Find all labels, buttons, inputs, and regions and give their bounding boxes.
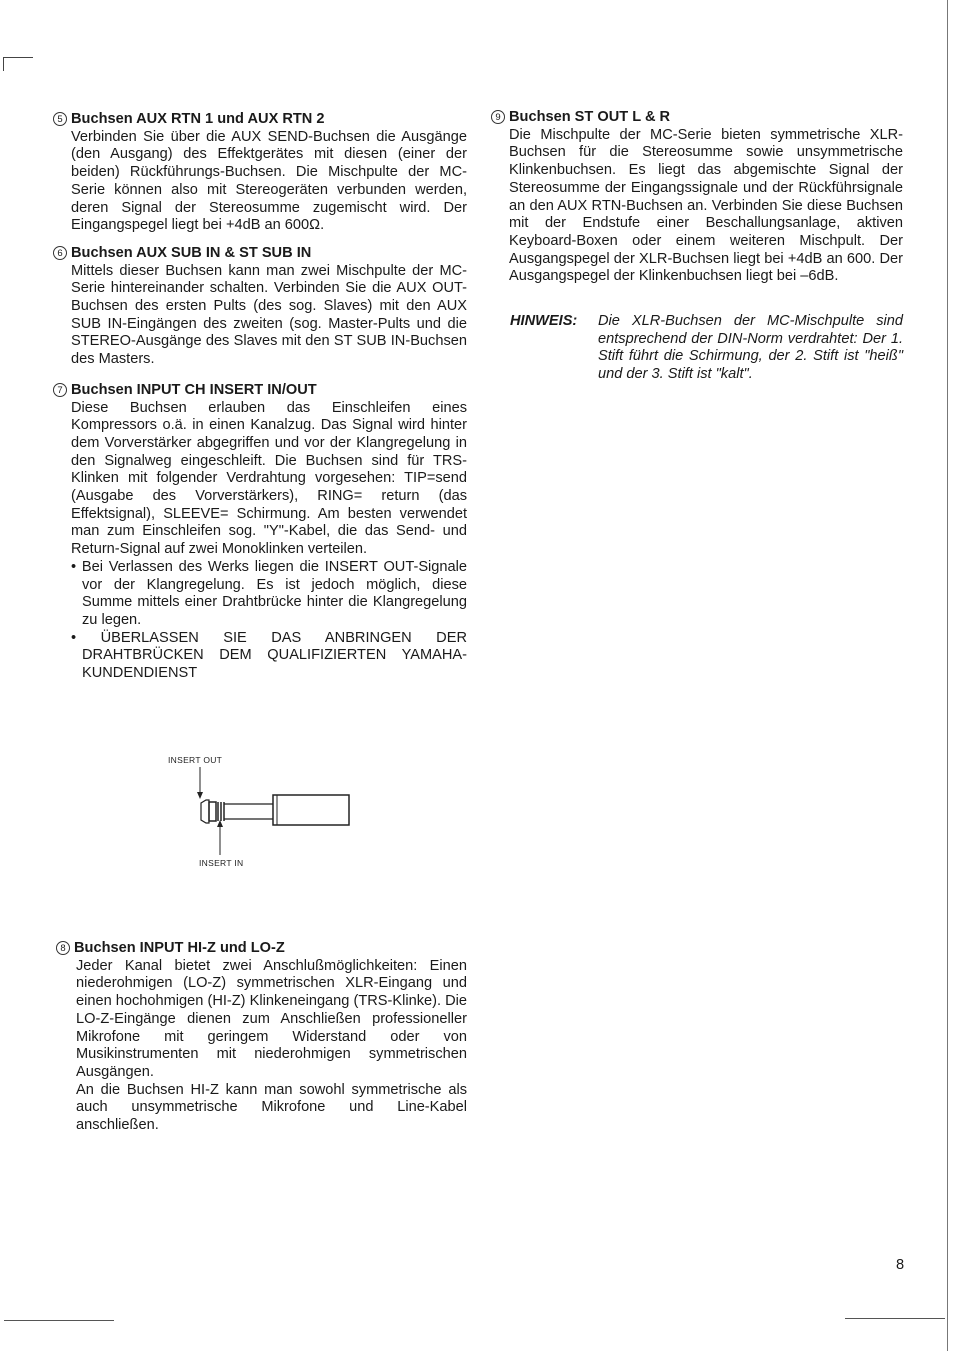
scan-edge-bottom-right: [845, 1318, 945, 1319]
left-column: [53, 111, 467, 683]
section-body: [509, 127, 903, 286]
section-heading: [53, 382, 467, 400]
circled-number: 5: [53, 112, 67, 126]
section-body: [76, 958, 467, 1135]
section-title: Buchsen AUX SUB IN & ST SUB IN: [71, 244, 312, 261]
section-title: Buchsen INPUT CH INSERT IN/OUT: [71, 381, 317, 398]
section-title: Buchsen AUX RTN 1 und AUX RTN 2: [71, 111, 325, 127]
paragraph: Diese Buchsen erlauben das Einschleifen eines Kompressors o.ä. in einen Kanalzug. Das Signal wird hinter dem Vorverstärker abgegriffen und vor der Klangregelung in den Signalweg eingeschleift. Die Buchsen sind für TRS-Klinken mit folgender Verdrahtung vorgesehen: TIP=send (Ausgabe des Vorverstärkers), RING= return (das Effektsignal), SLEEVE= Schirmung. Am besten verwendet man zum Einschleifen sog. "Y"-Kabel, die das Send- und Return-Signal auf zwei Monoklinken verteilen.: [71, 399, 467, 558]
right-column: [491, 109, 903, 286]
section-title: Buchsen INPUT HI-Z und LO-Z: [74, 940, 285, 956]
section-heading: [53, 111, 467, 129]
bullet-item: • ÜBERLASSEN SIE DAS ANBRINGEN DER DRAHTBRÜCKEN DEM QUALIFIZIERTEN YAMAHA-KUNDENDIENST: [71, 629, 467, 682]
spacer: [53, 235, 467, 245]
circled-number: 9: [491, 110, 505, 124]
paragraph: Verbinden Sie über die AUX SEND-Buchsen die Ausgänge (den Ausgang) des Effektgerätes mit diesen (einer der beiden) Rückführungs-Buchsen. Die Mischpulte der MC-Serie können also mit Stereogeräten verbunden werden, deren Signal der Stereosumme zugemischt wird. Der Eingangspegel liegt bei +4dB an 600Ω.: [71, 128, 467, 234]
section-title: Buchsen ST OUT L & R: [509, 109, 671, 125]
note-text: Die XLR-Buchsen der MC-Mischpulte sind entsprechend der DIN-Norm verdrahtet: Der 1. Stift führt die Schirmung, der 2. Stift ist "heiß" und der 3. Stift ist "kalt".: [598, 313, 903, 383]
section-body: [71, 129, 467, 235]
hinweis-note: [510, 313, 903, 384]
trs-plug-drawing: [165, 745, 365, 875]
section-heading: [53, 245, 467, 263]
paragraph: Mittels dieser Buchsen kann man zwei Mischpulte der MC-Serie hintereinander schalten. Verbinden Sie die AUX OUT-Buchsen des ersten Pults (des sog. Slaves) mit den AUX SUB IN-Eingängen des zweiten (sog. Master-Pults und die STEREO-Ausgänge des Slaves mit den ST SUB IN-Buchsen des Masters.: [71, 262, 467, 368]
insert-out-label: INSERT OUT: [168, 755, 223, 765]
section-7: [53, 382, 467, 683]
section-heading: [491, 109, 903, 127]
section-heading: [56, 940, 467, 958]
section-8: [56, 940, 467, 1135]
section-5: [53, 111, 467, 235]
note-label: HINWEIS:: [510, 313, 578, 329]
section-9: [491, 109, 903, 286]
scan-edge-right: [947, 0, 948, 1351]
page-number: 8: [896, 1257, 905, 1273]
scan-edge-bottom-left: [4, 1320, 114, 1321]
scan-edge-top-left: [3, 57, 33, 58]
circled-number: 6: [53, 246, 67, 260]
paragraph: Die Mischpulte der MC-Serie bieten symmetrische XLR-Buchsen für die Stereosumme sowie unsymmetrische Klinkenbuchsen. Es liegt das abgemischte Signal der Stereosumme der Eingangssignale und der Rückführsignale an den AUX RTN-Buchsen an. Verbinden Sie diese Buchsen mit der Endstufe einer Beschallungsanlage, aktiven Keyboard-Boxen oder einem weiteren Mischpult. Der Ausgangspegel der XLR-Buchsen liegt bei +4dB an 600. Der Ausgangspegel der Klinkenbuchsen liegt bei –6dB.: [509, 126, 903, 285]
circled-number: 7: [53, 383, 67, 397]
scan-edge-top-left-tick: [3, 57, 4, 71]
section-6: [53, 245, 467, 369]
paragraph: An die Buchsen HI-Z kann man sowohl symmetrische als auch unsymmetrische Mikrofone und Line-Kabel anschließen.: [76, 1081, 467, 1134]
insert-in-label: INSERT IN: [199, 858, 244, 868]
insert-plug-diagram: [165, 745, 365, 875]
bullet-item: • Bei Verlassen des Werks liegen die INSERT OUT-Signale vor der Klangregelung. Es ist jedoch möglich, diese Summe mittels einer Drahtbrücke hinter die Klangregelung zu legen.: [71, 558, 467, 628]
circled-number: 8: [56, 941, 70, 955]
paragraph: Jeder Kanal bietet zwei Anschlußmöglichkeiten: Einen niederohmigen (LO-Z) symmetrischen XLR-Eingang und einen hochohmigen (HI-Z) Klinkeneingang (TRS-Klinke). Die LO-Z-Eingänge dienen zum Anschließen professioneller Mikrofone mit geringem Widerstand oder von Musikinstrumenten mit niederohmigen symmetrischen Ausgängen.: [76, 957, 467, 1080]
spacer: [53, 369, 467, 382]
section-body: [71, 263, 467, 369]
section-body: [71, 400, 467, 683]
